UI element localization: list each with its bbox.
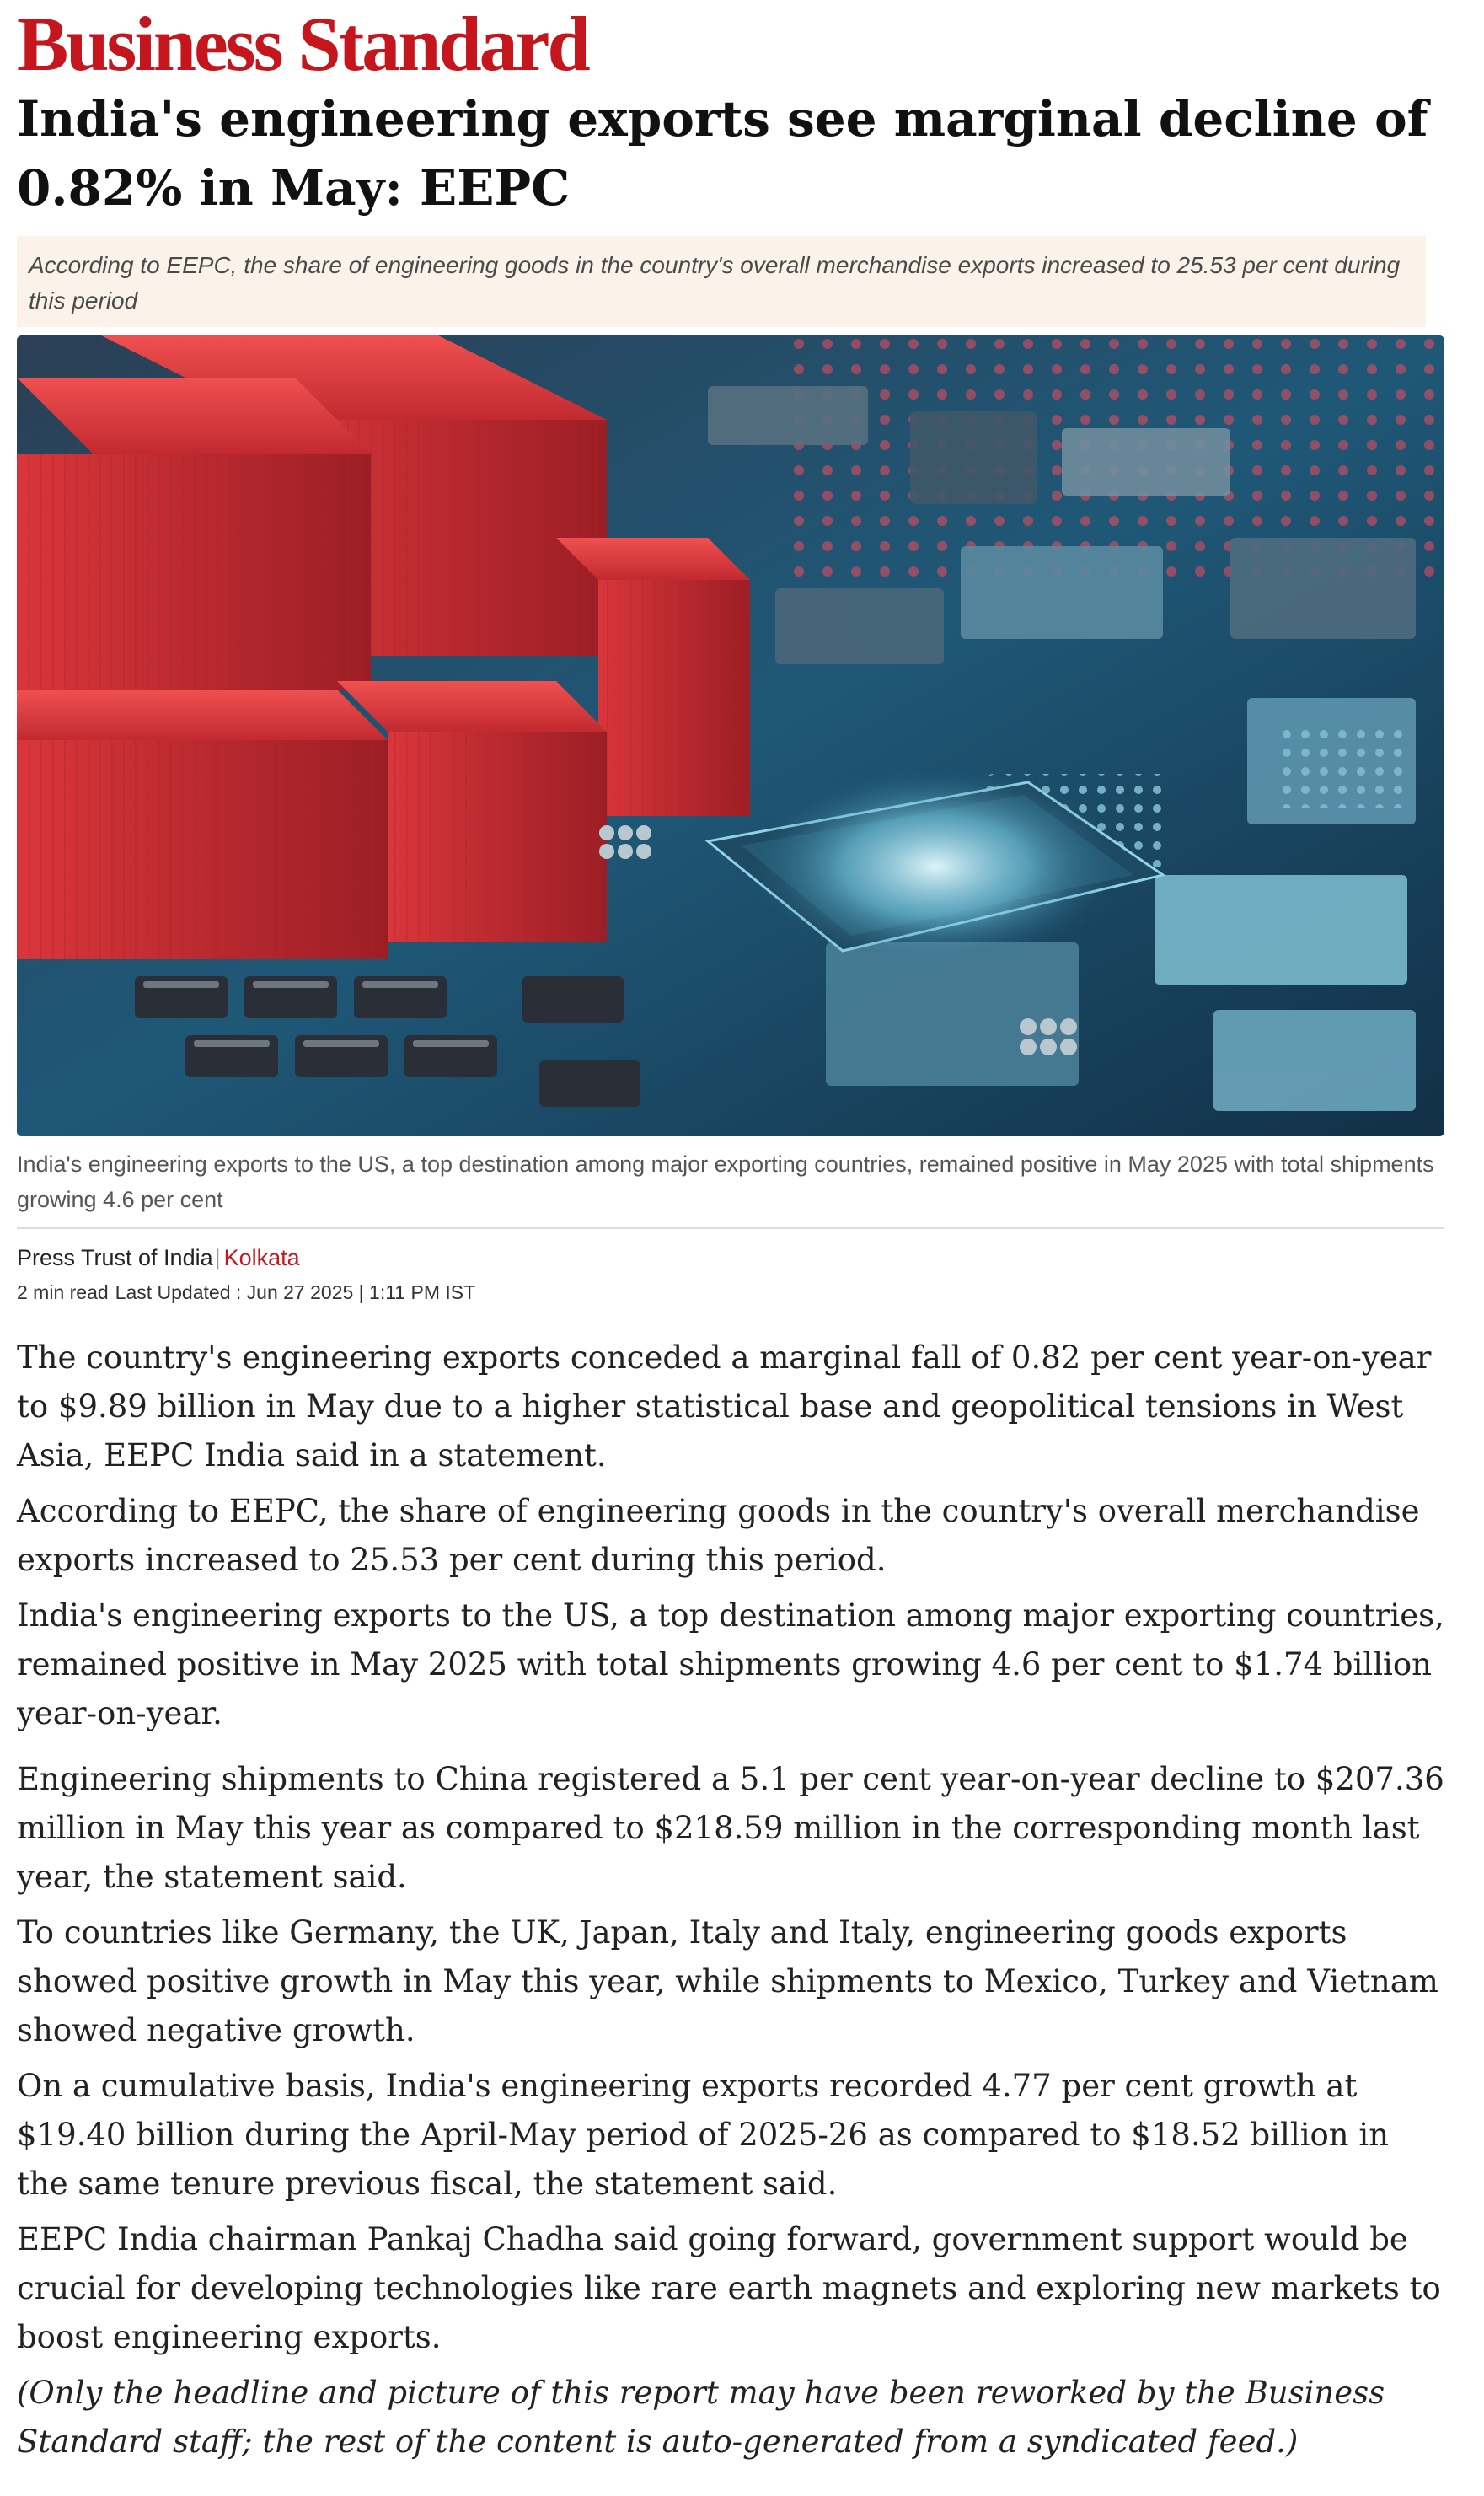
read-time: 2 min read (17, 1281, 109, 1303)
article-meta (17, 1280, 475, 1305)
byline (17, 1243, 300, 1273)
dateline-location[interactable]: Kolkata (223, 1245, 300, 1270)
article-paragraph: India's engineering exports to the US, a top destination among major exporting countries, remained positive in May 2025 with total shipments growing 4.6 per cent to $1.74 billion year-on-year. (17, 1597, 1444, 1731)
article-paragraph: On a cumulative basis, India's engineering exports recorded 4.77 per cent growth at $19.40 billion during the April-May period of 2025-26 as compared to $18.52 billion in the same tenure previous fiscal, the statement said. (17, 2068, 1390, 2202)
syndication-disclaimer: (Only the headline and picture of this report may have been reworked by the Business Standard staff; the rest of the content is auto-generated from a syndicated feed.) (17, 2375, 1385, 2460)
article-paragraph: The country's engineering exports conceded a marginal fall of 0.82 per cent year-on-year to $9.89 billion in May due to a higher statistical base and geopolitical tensions in West Asia, EEPC India said in a statement. (17, 1339, 1432, 1473)
article-summary: According to EEPC, the share of engineering goods in the country's overall merchandise exports increased to 25.53 per cent during this period (17, 236, 1426, 327)
hero-image (17, 335, 1444, 1136)
last-updated: Last Updated : Jun 27 2025 | 1:11 PM IST (115, 1281, 476, 1303)
article-paragraph: To countries like Germany, the UK, Japan, Italy and Italy, engineering goods exports showed positive growth in May this year, while shipments to Mexico, Turkey and Vietnam showed negative growth. (17, 1914, 1438, 2048)
article-paragraph: According to EEPC, the share of engineering goods in the country's overall merchandise exports increased to 25.53 per cent during this period. (17, 1493, 1420, 1578)
site-logo[interactable]: Business Standard (17, 1, 588, 87)
author-name[interactable]: Press Trust of India (17, 1245, 213, 1270)
article-headline: India's engineering exports see marginal decline of 0.82% in May: EEPC (17, 90, 1428, 217)
article-body (17, 1334, 1449, 2473)
article-paragraph: Engineering shipments to China registered a 5.1 per cent year-on-year decline to $207.36 million in May this year as compared to $218.59 million in the corresponding month last year, the statement said. (17, 1761, 1444, 1895)
byline-separator: | (214, 1245, 221, 1270)
divider (17, 1227, 1444, 1229)
article-paragraph: EEPC India chairman Pankaj Chadha said going forward, government support would be crucial for developing technologies like rare earth magnets and exploring new markets to boost engineering exports. (17, 2221, 1441, 2355)
image-caption: India's engineering exports to the US, a top destination among major exporting countries, remained positive in May 2025 with total shipments growing 4.6 per cent (17, 1151, 1434, 1212)
